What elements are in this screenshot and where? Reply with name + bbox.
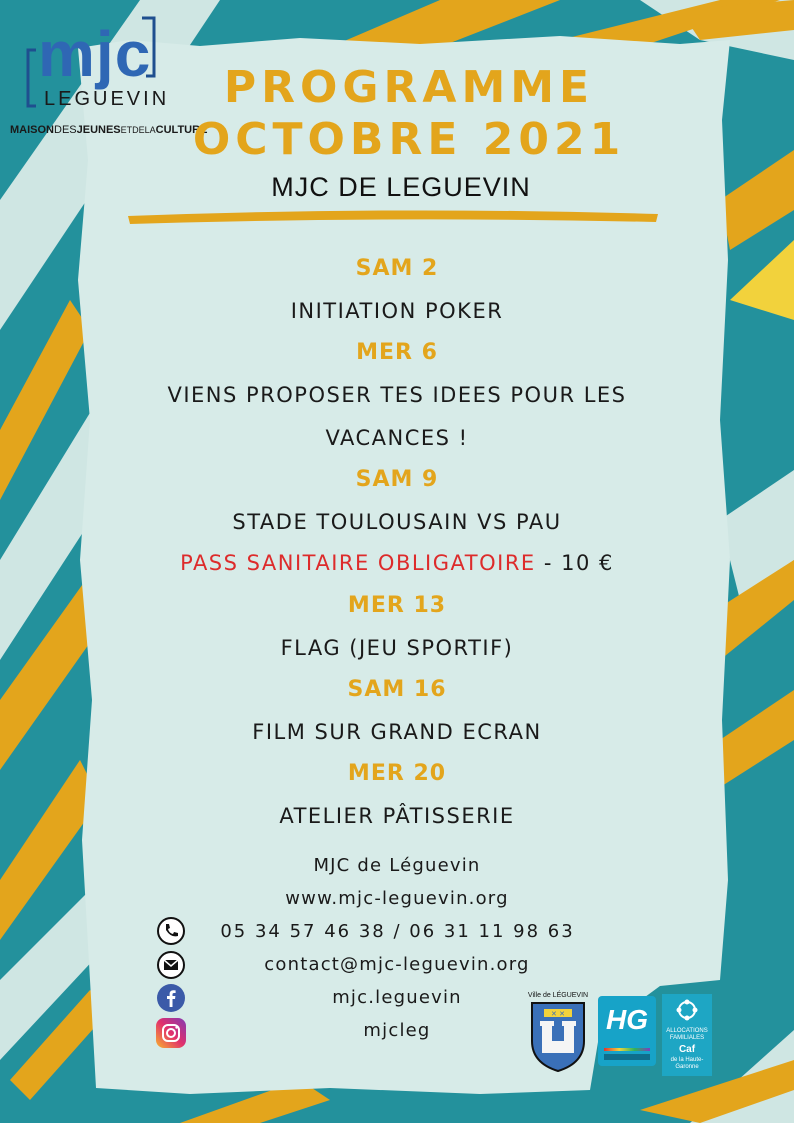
event-text: VIENS PROPOSER TES IDEES POUR LES: [167, 383, 627, 407]
town-crest: [526, 999, 590, 1075]
hg-mark: HG: [606, 1004, 648, 1035]
event-day: MER 6: [356, 340, 438, 365]
event-day: SAM 16: [347, 677, 447, 702]
logo-tagline: MAISONDESJEUNESETDELACULTURE: [10, 124, 208, 136]
caf-line2: FAMILIALES: [669, 1035, 705, 1041]
event-day: SAM 2: [355, 256, 439, 281]
footer-email[interactable]: contact@mjc-leguevin.org: [264, 954, 530, 975]
logo-town: LEGUEVIN: [44, 88, 170, 110]
phone-icon: [156, 916, 186, 946]
event-note: [0, 551, 794, 575]
event-day: MER 13: [347, 593, 447, 618]
event-text: ATELIER PÂTISSERIE: [279, 804, 515, 828]
footer-phone: 05 34 57 46 38 / 06 31 11 98 63: [220, 921, 575, 942]
caf-line1: ALLOCATIONS: [666, 1028, 708, 1034]
instagram-icon[interactable]: [156, 1018, 186, 1048]
haute-garonne-logo: [598, 996, 656, 1066]
title-line-1: PROGRAMME: [223, 62, 595, 113]
ville-label: Ville de LÉGUEVIN: [527, 992, 589, 999]
event-day: SAM 9: [355, 467, 439, 492]
caf-line5: Garonne: [675, 1064, 699, 1070]
pass-sanitaire-note: PASS SANITAIRE OBLIGATOIRE: [180, 551, 536, 575]
event-text: FLAG (JEU SPORTIF): [280, 636, 514, 660]
caf-line3: Caf: [678, 1044, 696, 1055]
facebook-icon[interactable]: [156, 983, 186, 1013]
svg-text:✕ ✕: ✕ ✕: [551, 1010, 565, 1018]
caf-family-icon: [662, 996, 712, 1026]
hg-stripe: [604, 1048, 650, 1051]
footer-website[interactable]: www.mjc-leguevin.org: [285, 888, 509, 909]
price: - 10 €: [535, 551, 614, 575]
hg-strip: [604, 1054, 650, 1060]
footer-facebook[interactable]: mjc.leguevin: [332, 987, 462, 1008]
caf-logo: [662, 994, 712, 1076]
event-text: INITIATION POKER: [290, 299, 504, 323]
subtitle: MJC DE LEGUEVIN: [271, 172, 531, 202]
mail-icon: [156, 950, 186, 980]
footer-instagram[interactable]: mjcleg: [363, 1020, 431, 1041]
event-text: FILM SUR GRAND ECRAN: [252, 720, 542, 744]
event-text: VACANCES !: [325, 426, 469, 450]
ville-leguevin-logo: [526, 992, 590, 1076]
event-day: MER 20: [347, 761, 447, 786]
logo-mark: mjc: [38, 18, 152, 90]
event-text: STADE TOULOUSAIN VS PAU: [232, 510, 562, 534]
caf-line4: de la Haute-: [670, 1057, 704, 1063]
footer-name: MJC de Léguevin: [313, 855, 481, 876]
title-line-2: OCTOBRE 2021: [192, 114, 626, 165]
